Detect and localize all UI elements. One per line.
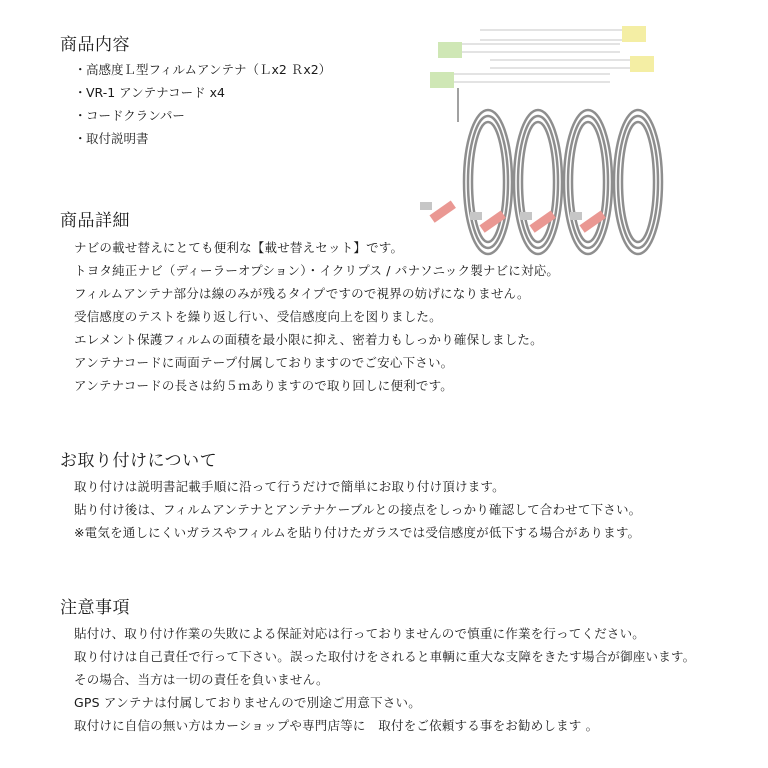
notes-line: 取り付けは自己責任で行って下さい。誤った取付けをされると車輌に重大な支障をきたす場合が御座います。 [74, 649, 696, 664]
details-line: エレメント保護フィルムの面積を最小限に抑え、密着力もしっかり確保しました。 [74, 332, 543, 347]
details-line: アンテナコードの長さは約５ｍありますので取り回しに便利です。 [74, 378, 454, 393]
notes-line: 取付けに自信の無い方はカーショップや専門店等に 取付をご依頼する事をお勧めします 。 [74, 718, 599, 733]
installation-line: 取り付けは説明書記載手順に沿って行うだけで簡単にお取り付け頂けます。 [74, 479, 505, 494]
installation-line: 貼り付け後は、フィルムアンテナとアンテナケーブルとの接点をしっかり確認して合わせて下さい。 [74, 502, 642, 517]
details-line: アンテナコードに両面テープ付属しておりますのでご安心下さい。 [74, 355, 454, 370]
contents-item: ・高感度Ｌ型フィルムアンテナ（Ｌx2 Ｒx2） [74, 62, 332, 77]
details-heading: 商品詳細 [60, 211, 130, 231]
details-line: ナビの載せ替えにとても便利な【載せ替えセット】です。 [74, 240, 404, 255]
coiled-cable [464, 110, 512, 254]
green-connector [438, 42, 462, 58]
film-antenna-top-left [460, 44, 620, 52]
coiled-cable [614, 110, 662, 254]
green-connector [430, 72, 454, 88]
installation-heading: お取り付けについて [60, 451, 218, 471]
contents-item: ・VR-1 アンテナコード x4 [74, 85, 225, 100]
antenna-product-image [410, 22, 685, 272]
contents-heading: 商品内容 [60, 35, 130, 55]
contents-item: ・取付説明書 [74, 131, 149, 146]
notes-line: 貼付け、取り付け作業の失敗による保証対応は行っておりませんので慎重に作業を行ってください。 [74, 626, 646, 641]
film-antenna-top-right [480, 30, 625, 40]
coiled-cable [514, 110, 562, 254]
details-line: 受信感度のテストを繰り返し行い、受信感度向上を図りました。 [74, 309, 442, 324]
contents-item: ・コードクランパー [74, 108, 185, 123]
coiled-cable [564, 110, 612, 254]
installation-line: ※電気を通しにくいガラスやフィルムを貼り付けたガラスでは受信感度が低下する場合があります。 [74, 525, 641, 540]
notes-heading: 注意事項 [60, 598, 130, 618]
film-antenna-mid-right [490, 60, 632, 68]
details-line: トヨタ純正ナビ（ディーラーオプション）・イクリプス / パナソニック製ナビに対応。 [74, 263, 560, 278]
yellow-connector [630, 56, 654, 72]
yellow-connector [622, 26, 646, 42]
film-antenna-mid-left [450, 74, 610, 82]
notes-line: GPS アンテナは付属しておりませんので別途ご用意下さい。 [74, 695, 421, 710]
notes-line: その場合、当方は一切の責任を負いません。 [74, 672, 329, 687]
details-line: フィルムアンテナ部分は線のみが残るタイプですので視界の妨げになりません。 [74, 286, 530, 301]
